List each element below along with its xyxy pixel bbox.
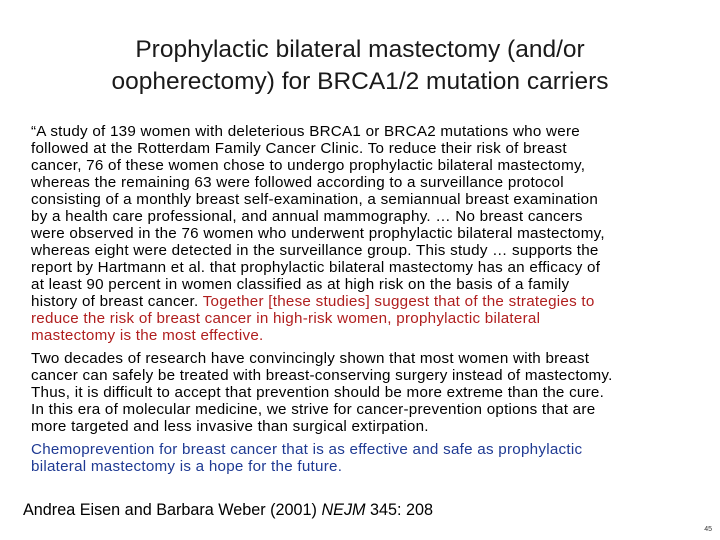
citation-journal: NEJM (321, 501, 366, 519)
quote-line-mixed (31, 293, 595, 310)
title-line-2: oopherectomy) for BRCA1/2 mutation carriers (111, 68, 609, 95)
paragraph-line: cancer can safely be treated with breast-conserving surgery instead of mastectomy. (31, 367, 613, 384)
quote-text-black: history of breast cancer. (31, 293, 203, 310)
quote-line: whereas eight were detected in the surveillance group. This study … supports the (31, 242, 599, 259)
page-number: 45 (704, 526, 712, 533)
citation-volume: 345: 208 (365, 501, 434, 519)
quote-highlight-red: Together [these studies] suggest that of the strategies to (202, 293, 595, 310)
conclusion-line: Chemoprevention for breast cancer that is as effective and safe as prophylactic (31, 441, 583, 458)
quote-highlight-line: reduce the risk of breast cancer in high-risk women, prophylactic bilateral (31, 310, 541, 327)
citation-authors: Andrea Eisen and Barbara Weber (2001) (23, 501, 322, 519)
quote-line: “A study of 139 women with deleterious BRCA1 or BRCA2 mutations who were (31, 123, 580, 140)
quote-line: report by Hartmann et al. that prophylactic bilateral mastectomy has an efficacy of (31, 259, 601, 276)
quote-line: at least 90 percent in women classified as at high risk on the basis of a family (31, 276, 570, 293)
paragraph-line: Thus, it is difficult to accept that prevention should be more extreme than the cure. (31, 384, 605, 401)
title-line-1: Prophylactic bilateral mastectomy (and/or (135, 36, 585, 63)
quote-line: consisting of a monthly breast self-examination, a semiannual breast examination (31, 191, 599, 208)
quote-line: were observed in the 76 women who underwent prophylactic bilateral mastectomy, (31, 225, 605, 242)
quote-line: cancer, 76 of these women chose to undergo prophylactic bilateral mastectomy, (31, 157, 586, 174)
paragraph-line: Two decades of research have convincingly shown that most women with breast (31, 350, 590, 367)
quote-line: by a health care professional, and annual mammography. … No breast cancers (31, 208, 583, 225)
quote-line: followed at the Rotterdam Family Cancer Clinic. To reduce their risk of breast (31, 140, 567, 157)
paragraph-line: more targeted and less invasive than surgical extirpation. (31, 418, 429, 435)
quote-line: whereas the remaining 63 were followed according to a surveillance protocol (31, 174, 564, 191)
paragraph-line: In this era of molecular medicine, we strive for cancer-prevention options that are (31, 401, 596, 418)
citation (23, 500, 433, 520)
conclusion-line: bilateral mastectomy is a hope for the future. (31, 458, 343, 475)
quote-highlight-line: mastectomy is the most effective. (31, 327, 264, 344)
slide-title (40, 34, 680, 98)
